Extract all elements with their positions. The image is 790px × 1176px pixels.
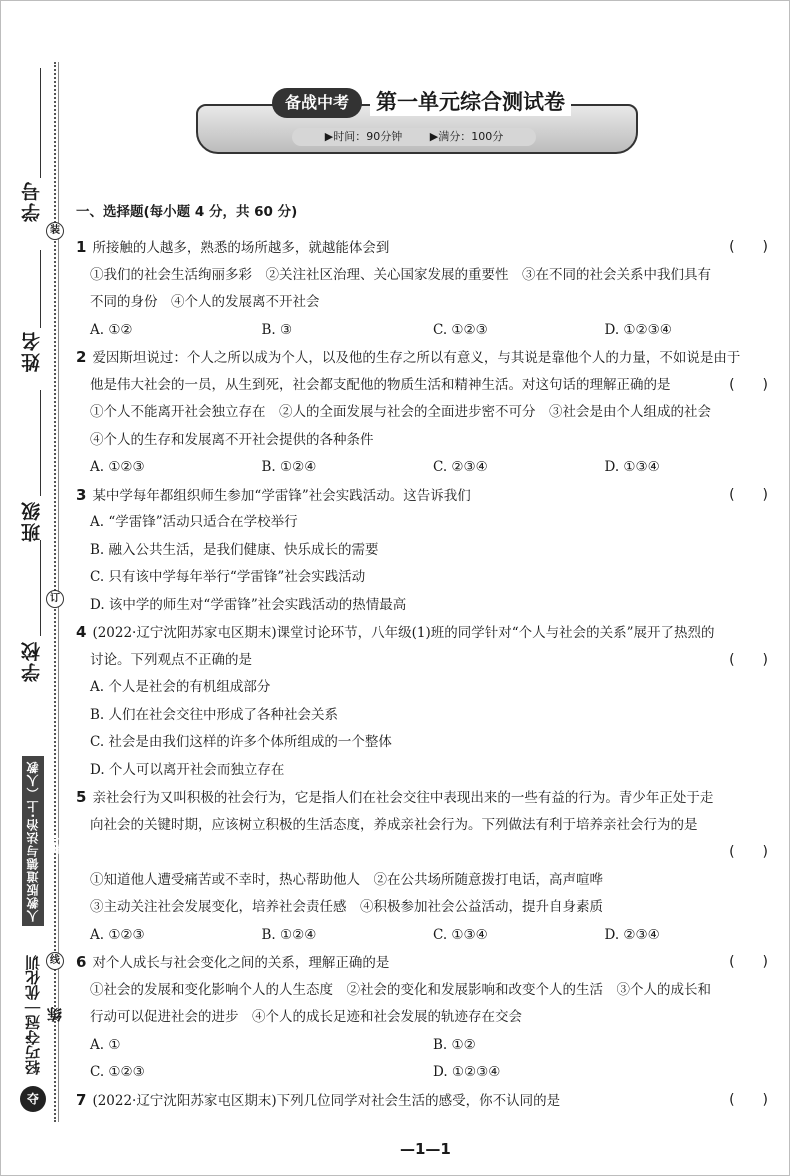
question-number: 4	[76, 623, 87, 641]
option-b[interactable]: B. ③	[261, 321, 293, 338]
question-number: 5	[76, 788, 87, 806]
brand-logo-icon: 夺	[20, 1086, 46, 1112]
option-a[interactable]: A. “学雷锋”活动只适合在学校举行	[90, 514, 298, 530]
option-a[interactable]: A. ①②③	[90, 926, 145, 943]
answer-bracket[interactable]: ( )	[729, 954, 768, 970]
series-label: 人教版道德与法治·上（人教版）	[22, 756, 44, 926]
question-line: ③主动关注社会发展变化，培养社会责任感 ④积极参加社会公益活动，提升自身素质	[90, 899, 603, 915]
question-stem: 亲社会行为又叫积极的社会行为，它是指人们在社会交往中表现出来的一些有益的行为。青少年正处于走	[92, 790, 714, 806]
option-d[interactable]: D. 该中学的师生对“学雷锋”社会实践活动的热情最高	[90, 596, 407, 613]
seal-mark-2: 订	[46, 590, 64, 608]
section-title: 一、选择题(每小题 4 分，共 60 分)	[76, 204, 298, 220]
answer-bracket[interactable]: ( )	[729, 1091, 768, 1108]
question-line: 他是伟大社会的一员，从生到死，社会都支配他的物质生活和精神生活。对这句话的理解正确的是	[90, 376, 671, 393]
option-d[interactable]: D. 个人可以离开社会而独立存在	[90, 761, 285, 778]
option-c[interactable]: C. ①③④	[433, 926, 488, 943]
answer-bracket[interactable]: ( )	[729, 239, 768, 255]
option-a[interactable]: A. 个人是社会的有机组成部分	[90, 679, 271, 695]
option-row	[76, 454, 776, 482]
option-row	[76, 922, 776, 950]
question-number: 3	[76, 485, 87, 504]
option-c[interactable]: C. ①②③	[433, 321, 488, 338]
option-c[interactable]: C. 社会是由我们这样的许多个体所组成的一个整体	[90, 734, 392, 750]
option-c[interactable]: C. 只有该中学每年举行“学雷锋”社会实践活动	[90, 569, 366, 585]
exam-score: ▶满分：100分	[429, 130, 504, 143]
answer-bracket[interactable]: ( )	[729, 844, 768, 860]
class-label: 班级	[21, 500, 43, 542]
exam-header	[196, 86, 634, 152]
seal-mark-3: 线	[46, 952, 64, 970]
answer-bracket[interactable]: ( )	[729, 651, 768, 668]
question-line: 行动可以促进社会的进步 ④个人的成长足迹和社会发展的轨迹存在交会	[90, 1009, 522, 1025]
question-7	[76, 1087, 776, 1115]
question-stem: (2022·辽宁沈阳苏家屯区期末)下列几位同学对社会生活的感受，你不认同的是	[92, 1092, 561, 1109]
option-b[interactable]: B. ①②④	[261, 926, 317, 943]
name-label: 姓名	[21, 330, 43, 372]
question-3	[76, 482, 776, 620]
option-b[interactable]: B. 融入公共生活，是我们健康、快乐成长的需要	[90, 541, 379, 558]
question-line: ①个人不能离开社会独立存在 ②人的全面发展与社会的全面进步密不可分 ③社会是由个人组成的社会	[90, 404, 711, 420]
exam-time: ▶时间：90分钟	[324, 130, 403, 143]
question-number: 2	[76, 348, 87, 366]
question-line: ①我们的社会生活绚丽多彩 ②关注社区治理、关心国家发展的重要性 ③在不同的社会关系中我们具有	[90, 266, 711, 283]
question-number: 6	[76, 953, 87, 971]
question-line: ④个人的生存和发展离不开社会提供的各种条件	[90, 431, 374, 448]
option-c[interactable]: C. ①②③	[90, 1064, 145, 1080]
page-title: 第一单元综合测试卷	[370, 86, 571, 116]
question-stem: (2022·辽宁沈阳苏家屯区期末)课堂讨论环节，八年级(1)班的同学针对“个人与社会的关系”展开了热烈的	[92, 625, 715, 641]
student-id-label: 学号	[21, 180, 43, 222]
question-line: ①社会的发展和变化影响个人的人生态度 ②社会的变化和发展影响和改变个人的生活 ③个人的成长和	[90, 981, 711, 998]
school-line	[40, 540, 41, 636]
question-5	[76, 784, 776, 949]
option-d[interactable]: D. ①②③④	[433, 1064, 501, 1080]
option-b[interactable]: B. ①②④	[261, 459, 317, 475]
option-row	[76, 1032, 776, 1060]
question-stem: 对个人成长与社会变化之间的关系，理解正确的是	[92, 955, 390, 971]
seal-mark-1: 装	[46, 222, 64, 240]
question-list	[76, 200, 776, 1114]
option-c[interactable]: C. ②③④	[433, 459, 488, 475]
question-1	[76, 234, 776, 344]
school-label: 学校	[21, 640, 43, 682]
question-number: 1	[76, 238, 87, 256]
option-b[interactable]: B. 人们在社会交往中形成了各种社会关系	[90, 706, 339, 723]
question-line: 向社会的关键时期，应该树立积极的生活态度，养成亲社会行为。下列做法有利于培养亲社会行为的是	[90, 816, 698, 833]
exam-meta	[292, 128, 536, 146]
option-a[interactable]: A. ①②	[90, 321, 133, 338]
option-d[interactable]: D. ①②③④	[604, 321, 672, 338]
question-stem: 所接触的人越多，熟悉的场所越多，就越能体会到	[92, 240, 390, 256]
brand-name: 轻巧夺冠｜优化训练	[24, 955, 64, 1075]
name-line	[40, 250, 41, 328]
option-a[interactable]: A. ①②③	[90, 459, 145, 475]
option-d[interactable]: D. ②③④	[604, 926, 660, 943]
page-number: —1—1	[400, 1140, 451, 1158]
option-row	[76, 1059, 776, 1087]
question-line: 不同的身份 ④个人的发展离不开社会	[90, 294, 320, 310]
question-4	[76, 619, 776, 784]
question-6	[76, 949, 776, 1087]
class-line	[40, 390, 41, 496]
student-id-line	[40, 68, 41, 178]
answer-bracket[interactable]: ( )	[729, 376, 768, 393]
answer-bracket[interactable]: ( )	[729, 486, 768, 503]
question-2	[76, 344, 776, 482]
option-row	[76, 317, 776, 345]
question-number: 7	[76, 1090, 87, 1109]
question-stem: 某中学每年都组织师生参加“学雷锋”社会实践活动。这告诉我们	[92, 487, 471, 504]
question-line: 讨论。下列观点不正确的是	[90, 651, 252, 668]
question-line: ①知道他人遭受痛苦或不幸时，热心帮助他人 ②在公共场所随意拨打电话，高声喧哗	[90, 871, 603, 888]
header-tag: 备战中考	[272, 88, 362, 118]
option-b[interactable]: B. ①②	[433, 1036, 476, 1053]
question-stem: 爱因斯坦说过：个人之所以成为个人，以及他的生存之所以有意义，与其说是靠他个人的力量，不如说是由于	[92, 350, 741, 366]
option-a[interactable]: A. ①	[90, 1036, 121, 1053]
option-d[interactable]: D. ①③④	[604, 459, 660, 475]
